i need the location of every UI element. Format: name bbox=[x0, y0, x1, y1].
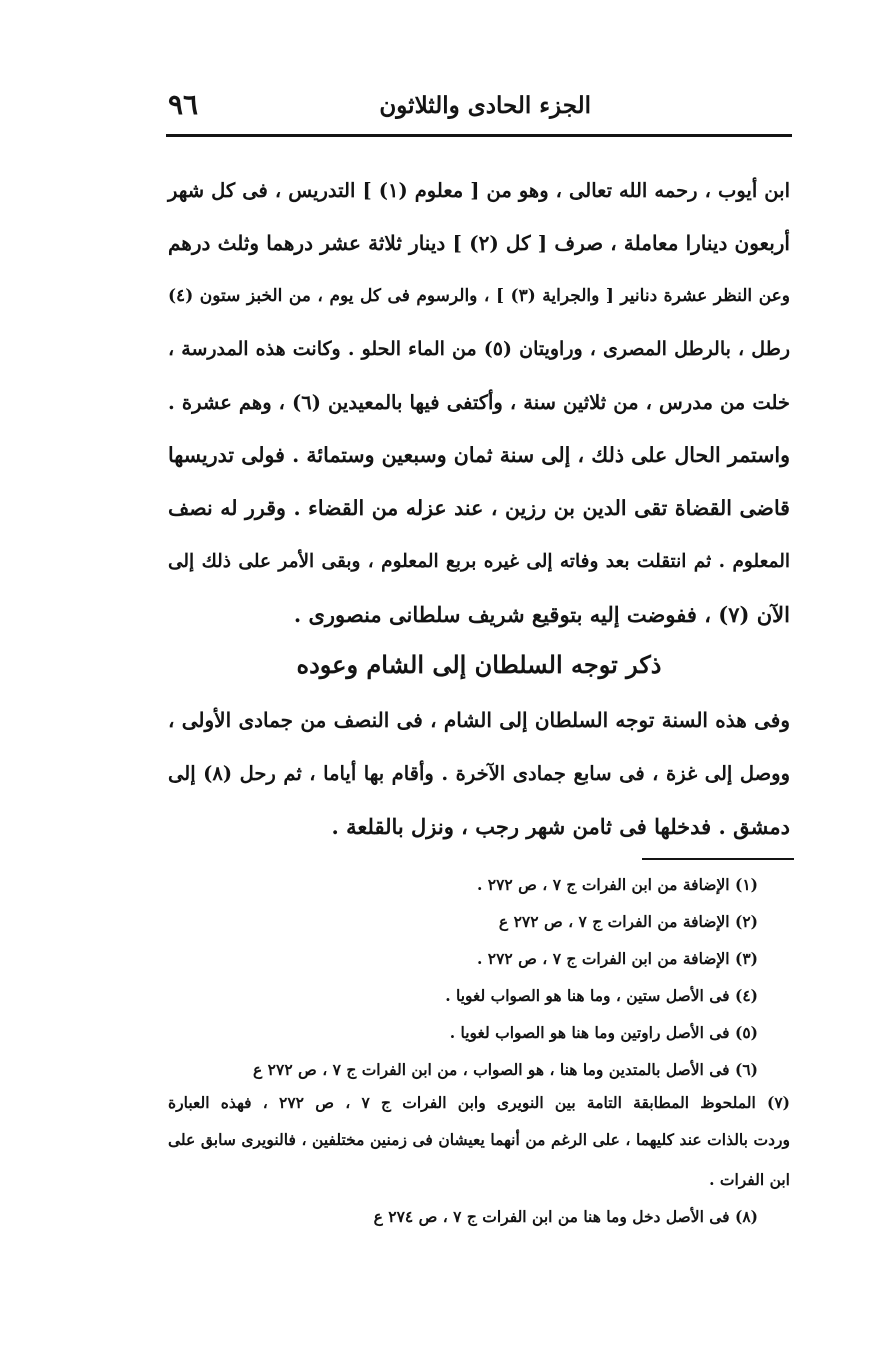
page-number: ٩٦ bbox=[168, 88, 199, 121]
section-paragraph bbox=[168, 694, 790, 853]
text-line: المعلوم . ثم انتقلت بعد وفاته إلى غيره بربع المعلوم ، وبقى الأمر على ذلك إلى bbox=[168, 551, 790, 572]
text-line: الآن (٧) ، ففوضت إليه بتوقيع شريف سلطانى منصورى . bbox=[293, 602, 790, 627]
text-line: قاضى القضاة تقى الدين بن رزين ، عند عزله من القضاء . وقرر له نصف bbox=[168, 496, 790, 520]
text-line: وعن النظر عشرة دنانير [ والجراية (٣) ] ، والرسوم فى كل يوم ، من الخبز ستون (٤) bbox=[168, 286, 790, 306]
footnote-separator bbox=[642, 858, 794, 860]
text-line: أربعون دينارا معاملة ، صرف [ كل (٢) ] دينار ثلاثة عشر درهما وثلث درهم bbox=[168, 231, 790, 255]
text-line: ووصل إلى غزة ، فى سابع جمادى الآخرة . وأقام بها أياما ، ثم رحل (٨) إلى bbox=[168, 762, 790, 785]
footnote-4: (٤) فى الأصل ستين ، وما هنا هو الصواب لغويا . bbox=[445, 986, 758, 1005]
text-line: رطل ، بالرطل المصرى ، وراويتان (٥) من الماء الحلو . وكانت هذه المدرسة ، bbox=[168, 338, 790, 360]
footnote-1: (١) الإضافة من ابن الفرات ج ٧ ، ص ٢٧٢ . bbox=[476, 875, 758, 894]
text-line: خلت من مدرس ، من ثلاثين سنة ، وأكتفى فيها بالمعيدين (٦) ، وهم عشرة . bbox=[168, 391, 790, 414]
footnote-8: (٨) فى الأصل دخل وما هنا من ابن الفرات ج ٧ ، ص ٢٧٤ ع bbox=[373, 1207, 758, 1226]
section-heading: ذكر توجه السلطان إلى الشام وعوده bbox=[296, 650, 662, 679]
footnote-7-end: ابن الفرات . bbox=[709, 1170, 790, 1189]
text-line: دمشق . فدخلها فى ثامن شهر رجب ، ونزل بالقلعة . bbox=[331, 814, 790, 839]
running-title: الجزء الحادى والثلاثون bbox=[379, 92, 591, 119]
page-header bbox=[168, 86, 791, 126]
footnote-3: (٣) الإضافة من ابن الفرات ج ٧ ، ص ٢٧٢ . bbox=[476, 949, 758, 968]
main-paragraph bbox=[168, 164, 790, 641]
footnote-7: (٧) الملحوظ المطابقة التامة بين النويرى وابن الفرات ج ٧ ، ص ٢٧٢ ، فهذه العبارة bbox=[168, 1093, 790, 1112]
footnote-7-continued: وردت بالذات عند كليهما ، على الرغم من أنهما يعيشان فى زمنين مختلفين ، فالنويرى سابق على bbox=[168, 1130, 790, 1149]
text-line: واستمر الحال على ذلك ، إلى سنة ثمان وسبعين وستمائة . فولى تدريسها bbox=[168, 443, 790, 467]
footnote-6: (٦) فى الأصل بالمتدين وما هنا ، هو الصواب ، من ابن الفرات ج ٧ ، ص ٢٧٢ ع bbox=[253, 1060, 758, 1079]
header-rule bbox=[166, 134, 792, 137]
footnotes bbox=[168, 866, 790, 1235]
footnote-5: (٥) فى الأصل راوتين وما هنا هو الصواب لغويا . bbox=[449, 1023, 758, 1042]
footnote-2: (٢) الإضافة من الفرات ج ٧ ، ص ٢٧٢ ع bbox=[498, 912, 758, 931]
text-line: وفى هذه السنة توجه السلطان إلى الشام ، فى النصف من جمادى الأولى ، bbox=[168, 708, 790, 732]
text-line: ابن أيوب ، رحمه الله تعالى ، وهو من [ معلوم (١) ] التدريس ، فى كل شهر bbox=[168, 179, 790, 202]
